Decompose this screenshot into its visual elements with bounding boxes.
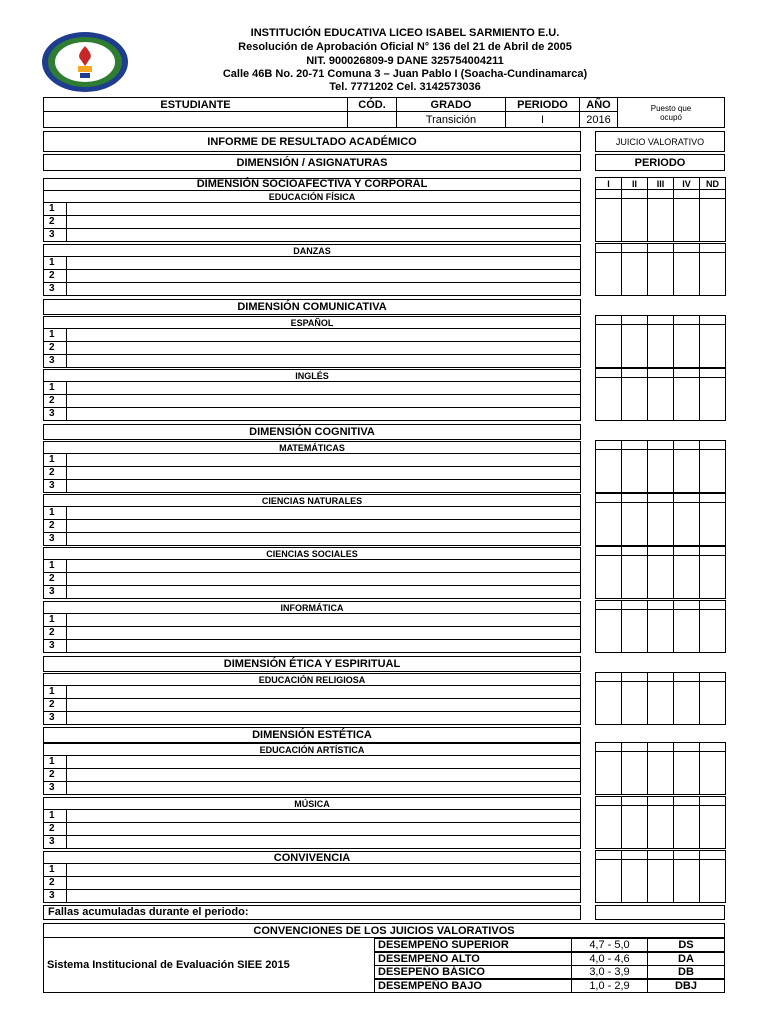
grade-cell[interactable]	[647, 449, 674, 493]
field-grado[interactable]: Transición	[396, 111, 506, 128]
grade-cell[interactable]	[647, 555, 674, 599]
subject-entry-field[interactable]	[66, 863, 581, 877]
row-number: 3	[43, 282, 67, 296]
row-number: 1	[43, 506, 67, 520]
field-periodo[interactable]: I	[505, 111, 580, 128]
grade-cell[interactable]	[621, 805, 648, 849]
label-grado: GRADO	[396, 97, 506, 112]
subject-title: CIENCIAS SOCIALES	[43, 547, 581, 559]
row-number: 3	[43, 585, 67, 599]
dimension-socioafectiva-box	[43, 178, 581, 190]
grade-cell[interactable]	[595, 252, 622, 296]
subject-title: MÚSICA	[43, 797, 581, 809]
row-number: 3	[43, 407, 67, 421]
subject-title: EDUCACIÓN ARTÍSTICA	[43, 743, 581, 755]
grade-cell[interactable]	[699, 859, 726, 903]
grade-cell[interactable]	[595, 805, 622, 849]
grade-cell[interactable]	[673, 377, 700, 421]
period-col-header: I	[595, 177, 622, 190]
grade-cell[interactable]	[621, 555, 648, 599]
convention-code: DB	[647, 965, 725, 979]
subject-entry-field[interactable]	[66, 876, 581, 890]
grade-cell[interactable]	[699, 252, 726, 296]
grade-cell[interactable]	[699, 555, 726, 599]
row-number: 1	[43, 202, 67, 216]
grade-cell[interactable]	[595, 502, 622, 546]
row-number: 2	[43, 572, 67, 586]
convention-code: DBJ	[647, 979, 725, 993]
subject-entry-field[interactable]	[66, 685, 581, 699]
grade-cell[interactable]	[595, 324, 622, 368]
period-col-header: ND	[699, 177, 726, 190]
subject-entry-field[interactable]	[66, 466, 581, 480]
subject-entry-field[interactable]	[66, 202, 581, 216]
row-number: 2	[43, 466, 67, 480]
row-number: 2	[43, 822, 67, 836]
subject-entry-field[interactable]	[66, 768, 581, 782]
label-puesto: Puesto que ocupó	[617, 97, 725, 128]
grade-cell[interactable]	[595, 751, 622, 795]
subject-entry-field[interactable]	[66, 506, 581, 520]
subject-entry-field[interactable]	[66, 711, 581, 725]
row-number: 1	[43, 613, 67, 627]
subject-entry-field[interactable]	[66, 269, 581, 283]
grade-cell[interactable]	[673, 681, 700, 725]
subject-entry-field[interactable]	[66, 572, 581, 586]
grade-cell[interactable]	[673, 324, 700, 368]
convention-range: 4,0 - 4,6	[571, 952, 648, 966]
convention-range: 3,0 - 3,9	[571, 965, 648, 979]
label-cod: CÓD.	[347, 97, 397, 112]
grade-cell[interactable]	[621, 252, 648, 296]
subject-entry-field[interactable]	[66, 781, 581, 795]
grade-cell[interactable]	[621, 377, 648, 421]
grade-cell[interactable]	[699, 805, 726, 849]
row-number: 1	[43, 863, 67, 877]
grade-cell[interactable]	[673, 859, 700, 903]
row-number: 3	[43, 354, 67, 368]
subject-entry-field[interactable]	[66, 809, 581, 823]
school-name: INSTITUCIÓN EDUCATIVA LICEO ISABEL SARMIENTO E.U.	[250, 27, 560, 39]
field-anio[interactable]: 2016	[579, 111, 618, 128]
subject-title: EDUCACIÓN RELIGIOSA	[43, 673, 581, 685]
subject-entry-field[interactable]	[66, 639, 581, 653]
grade-cell[interactable]	[621, 324, 648, 368]
dimension-title: DIMENSIÓN COMUNICATIVA	[43, 299, 581, 315]
subject-entry-field[interactable]	[66, 822, 581, 836]
subject-entry-field[interactable]	[66, 407, 581, 421]
subject-entry-field[interactable]	[66, 215, 581, 229]
subject-entry-field[interactable]	[66, 626, 581, 640]
address: Calle 46B No. 20-71 Comuna 3 – Juan Pablo I (Soacha-Cundinamarca)	[222, 68, 588, 80]
dimension-title: DIMENSIÓN COGNITIVA	[43, 424, 581, 440]
grade-cell[interactable]	[699, 449, 726, 493]
field-cod[interactable]	[347, 111, 397, 128]
subject-entry-field[interactable]	[66, 559, 581, 573]
grade-cell[interactable]	[673, 252, 700, 296]
grade-cell[interactable]	[595, 555, 622, 599]
grade-cell[interactable]	[621, 502, 648, 546]
subject-entry-field[interactable]	[66, 228, 581, 242]
periodo-label: PERIODO	[595, 154, 725, 171]
row-number: 3	[43, 835, 67, 849]
grade-cell[interactable]	[595, 859, 622, 903]
row-number: 2	[43, 394, 67, 408]
grade-cell[interactable]	[673, 502, 700, 546]
row-number: 1	[43, 559, 67, 573]
dimension-asignaturas-label: DIMENSIÓN / ASIGNATURAS	[43, 154, 581, 171]
grade-cell[interactable]	[673, 751, 700, 795]
grade-cell[interactable]	[647, 502, 674, 546]
grade-cell[interactable]	[621, 859, 648, 903]
report-title: INFORME DE RESULTADO ACADÉMICO	[43, 131, 581, 152]
row-number: 2	[43, 341, 67, 355]
grade-cell[interactable]	[647, 859, 674, 903]
row-number: 2	[43, 768, 67, 782]
convention-range: 1,0 - 2,9	[571, 979, 648, 993]
subject-title: DANZAS	[43, 244, 581, 256]
subject-entry-field[interactable]	[66, 328, 581, 342]
grade-cell[interactable]	[699, 502, 726, 546]
grade-cell[interactable]	[673, 555, 700, 599]
row-number: 1	[43, 809, 67, 823]
subject-entry-field[interactable]	[66, 613, 581, 627]
grade-cell[interactable]	[621, 609, 648, 653]
row-number: 2	[43, 269, 67, 283]
grade-cell[interactable]	[673, 805, 700, 849]
row-number: 2	[43, 626, 67, 640]
subject-title: EDUCACIÓN FÍSICA	[43, 190, 581, 202]
school-logo	[40, 30, 130, 94]
grade-cell[interactable]	[647, 609, 674, 653]
dimension-title: DIMENSIÓN ÉTICA Y ESPIRITUAL	[43, 656, 581, 672]
siee-label: Sistema Institucional de Evaluación SIEE 2015	[47, 959, 290, 971]
row-number: 1	[43, 256, 67, 270]
grade-cell[interactable]	[621, 751, 648, 795]
fallas-label: Fallas acumuladas durante el periodo:	[43, 905, 581, 920]
convention-range: 4,7 - 5,0	[571, 938, 648, 952]
subject-title: INFORMÁTICA	[43, 601, 581, 613]
row-number: 3	[43, 479, 67, 493]
subject-title: ESPAÑOL	[43, 316, 581, 328]
subject-entry-field[interactable]	[66, 519, 581, 533]
subject-entry-field[interactable]	[66, 698, 581, 712]
row-number: 1	[43, 328, 67, 342]
grade-cell[interactable]	[647, 252, 674, 296]
phones: Tel. 7771202 Cel. 3142573036	[329, 81, 481, 93]
grade-cell[interactable]	[647, 324, 674, 368]
grade-cell[interactable]	[621, 681, 648, 725]
row-number: 3	[43, 532, 67, 546]
convivencia-title: CONVIVENCIA	[43, 851, 581, 863]
grade-cell[interactable]	[595, 449, 622, 493]
grade-cell[interactable]	[673, 449, 700, 493]
grade-cell[interactable]	[647, 751, 674, 795]
row-number: 1	[43, 685, 67, 699]
subject-entry-field[interactable]	[66, 755, 581, 769]
juicio-valorativo-label: JUICIO VALORATIVO	[595, 131, 725, 152]
convention-label: DESEMPEÑO ALTO	[374, 952, 572, 966]
row-number: 1	[43, 755, 67, 769]
grade-cell[interactable]	[699, 324, 726, 368]
grade-cell[interactable]	[699, 751, 726, 795]
row-number: 3	[43, 711, 67, 725]
row-number: 2	[43, 876, 67, 890]
period-col-header: IV	[673, 177, 700, 190]
row-number: 2	[43, 519, 67, 533]
subject-entry-field[interactable]	[66, 479, 581, 493]
grade-cell[interactable]	[647, 805, 674, 849]
convention-code: DA	[647, 952, 725, 966]
field-estudiante[interactable]	[43, 111, 348, 128]
row-number: 3	[43, 889, 67, 903]
subject-entry-field[interactable]	[66, 354, 581, 368]
convention-label: DESEPEÑO BÁSICO	[374, 965, 572, 979]
fallas-value[interactable]	[595, 905, 725, 920]
label-estudiante: ESTUDIANTE	[43, 97, 348, 112]
subject-entry-field[interactable]	[66, 341, 581, 355]
row-number: 2	[43, 215, 67, 229]
label-periodo: PERIODO	[505, 97, 580, 112]
grade-cell[interactable]	[699, 377, 726, 421]
grade-cell[interactable]	[595, 609, 622, 653]
row-number: 2	[43, 698, 67, 712]
grade-cell[interactable]	[673, 609, 700, 653]
grade-cell[interactable]	[699, 681, 726, 725]
subject-entry-field[interactable]	[66, 889, 581, 903]
convention-code: DS	[647, 938, 725, 952]
dimension-socioafectiva-title: DIMENSIÓN SOCIOAFECTIVA Y CORPORAL	[196, 178, 428, 190]
row-number: 3	[43, 781, 67, 795]
grade-cell[interactable]	[595, 198, 622, 242]
grade-cell[interactable]	[699, 198, 726, 242]
row-number: 1	[43, 453, 67, 467]
subject-title: INGLÉS	[43, 369, 581, 381]
grade-cell[interactable]	[621, 198, 648, 242]
convention-label: DESEMPEÑO SUPERIOR	[374, 938, 572, 952]
conventions-title: CONVENCIONES DE LOS JUICIOS VALORATIVOS	[43, 923, 725, 938]
row-number: 1	[43, 381, 67, 395]
subject-entry-field[interactable]	[66, 381, 581, 395]
approval-resolution: Resolución de Aprobación Oficial N° 136 del 21 de Abril de 2005	[238, 41, 572, 53]
grade-cell[interactable]	[621, 449, 648, 493]
grade-cell[interactable]	[647, 681, 674, 725]
nit-dane: NIT. 900026809-9 DANE 325754004211	[306, 55, 504, 67]
subject-entry-field[interactable]	[66, 585, 581, 599]
subject-entry-field[interactable]	[66, 256, 581, 270]
subject-title: CIENCIAS NATURALES	[43, 494, 581, 506]
subject-entry-field[interactable]	[66, 835, 581, 849]
period-col-header: II	[621, 177, 648, 190]
subject-entry-field[interactable]	[66, 282, 581, 296]
convention-label: DESEMPEÑO BAJO	[374, 979, 572, 993]
grade-cell[interactable]	[595, 377, 622, 421]
grade-cell[interactable]	[699, 609, 726, 653]
subject-entry-field[interactable]	[66, 394, 581, 408]
subject-entry-field[interactable]	[66, 532, 581, 546]
subject-entry-field[interactable]	[66, 453, 581, 467]
label-anio: AÑO	[579, 97, 618, 112]
row-number: 3	[43, 228, 67, 242]
grade-cell[interactable]	[595, 681, 622, 725]
dimension-title: DIMENSIÓN ESTÉTICA	[43, 727, 581, 743]
grade-cell[interactable]	[647, 198, 674, 242]
grade-cell[interactable]	[673, 198, 700, 242]
row-number: 3	[43, 639, 67, 653]
period-col-header: III	[647, 177, 674, 190]
subject-title: MATEMÁTICAS	[43, 441, 581, 453]
grade-cell[interactable]	[647, 377, 674, 421]
